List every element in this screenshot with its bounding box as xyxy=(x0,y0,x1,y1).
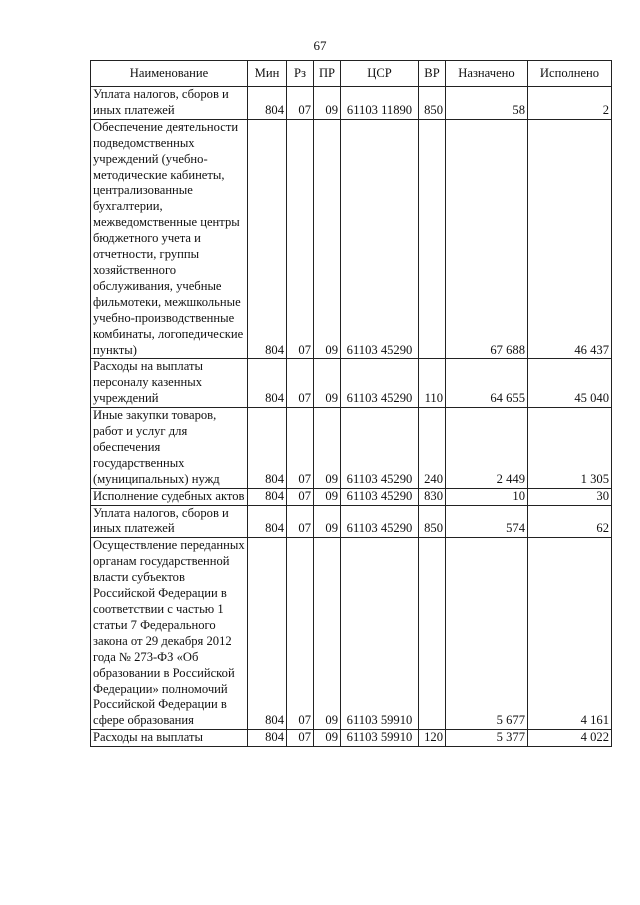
row-rz: 07 xyxy=(287,87,314,120)
row-pr: 09 xyxy=(314,119,341,359)
row-vr: 110 xyxy=(419,359,446,408)
row-executed: 4 022 xyxy=(528,730,612,747)
header-name: Наименование xyxy=(91,61,248,87)
row-rz: 07 xyxy=(287,505,314,538)
row-name: Обеспечение деятельности подведомственных учреждений (учебно-методические кабинеты, централизованные бухгалтерии, межведомственные центры бюджетного учета и отчетности, группы хозяйственного обслуживания, учебные фильмотеки, межшкольные учебно-производственные комбинаты, логопедические пункты) xyxy=(91,119,248,359)
row-name: Уплата налогов, сборов и иных платежей xyxy=(91,87,248,120)
row-csr: 61103 59910 xyxy=(341,730,419,747)
row-executed: 30 xyxy=(528,488,612,505)
row-executed: 2 xyxy=(528,87,612,120)
row-csr: 61103 45290 xyxy=(341,408,419,489)
row-csr: 61103 11890 xyxy=(341,87,419,120)
row-vr xyxy=(419,119,446,359)
header-rz: Рз xyxy=(287,61,314,87)
table-row xyxy=(91,538,612,730)
row-min: 804 xyxy=(248,488,287,505)
header-vr: ВР xyxy=(419,61,446,87)
row-assigned: 574 xyxy=(446,505,528,538)
row-pr: 09 xyxy=(314,359,341,408)
row-name: Расходы на выплаты персоналу казенных учреждений xyxy=(91,359,248,408)
row-csr: 61103 45290 xyxy=(341,488,419,505)
row-vr: 830 xyxy=(419,488,446,505)
row-executed: 45 040 xyxy=(528,359,612,408)
row-name: Уплата налогов, сборов и иных платежей xyxy=(91,505,248,538)
row-csr: 61103 45290 xyxy=(341,119,419,359)
header-pr: ПР xyxy=(314,61,341,87)
row-vr: 850 xyxy=(419,87,446,120)
row-rz: 07 xyxy=(287,730,314,747)
row-assigned: 67 688 xyxy=(446,119,528,359)
row-assigned: 64 655 xyxy=(446,359,528,408)
row-rz: 07 xyxy=(287,488,314,505)
row-vr: 240 xyxy=(419,408,446,489)
row-min: 804 xyxy=(248,505,287,538)
row-executed: 62 xyxy=(528,505,612,538)
header-assigned: Назначено xyxy=(446,61,528,87)
row-assigned: 58 xyxy=(446,87,528,120)
row-executed: 1 305 xyxy=(528,408,612,489)
row-executed: 4 161 xyxy=(528,538,612,730)
row-min: 804 xyxy=(248,359,287,408)
row-rz: 07 xyxy=(287,119,314,359)
row-pr: 09 xyxy=(314,505,341,538)
table-row xyxy=(91,488,612,505)
row-csr: 61103 45290 xyxy=(341,359,419,408)
table-header-row xyxy=(91,61,612,87)
row-rz: 07 xyxy=(287,408,314,489)
row-vr: 850 xyxy=(419,505,446,538)
header-min: Мин xyxy=(248,61,287,87)
row-pr: 09 xyxy=(314,87,341,120)
row-assigned: 5 677 xyxy=(446,538,528,730)
row-pr: 09 xyxy=(314,408,341,489)
row-name: Иные закупки товаров, работ и услуг для обеспечения государственных (муниципальных) нужд xyxy=(91,408,248,489)
row-min: 804 xyxy=(248,538,287,730)
row-executed: 46 437 xyxy=(528,119,612,359)
row-csr: 61103 45290 xyxy=(341,505,419,538)
row-assigned: 2 449 xyxy=(446,408,528,489)
budget-table xyxy=(90,60,612,747)
row-min: 804 xyxy=(248,87,287,120)
header-csr: ЦСР xyxy=(341,61,419,87)
page-number: 67 xyxy=(313,38,327,53)
row-assigned: 10 xyxy=(446,488,528,505)
row-csr: 61103 59910 xyxy=(341,538,419,730)
table-row xyxy=(91,87,612,120)
table-row xyxy=(91,408,612,489)
row-vr: 120 xyxy=(419,730,446,747)
row-rz: 07 xyxy=(287,538,314,730)
row-min: 804 xyxy=(248,408,287,489)
table-row xyxy=(91,505,612,538)
row-name: Исполнение судебных актов xyxy=(91,488,248,505)
row-min: 804 xyxy=(248,730,287,747)
header-executed: Исполнено xyxy=(528,61,612,87)
table-row xyxy=(91,730,612,747)
row-vr xyxy=(419,538,446,730)
row-pr: 09 xyxy=(314,730,341,747)
row-pr: 09 xyxy=(314,538,341,730)
row-assigned: 5 377 xyxy=(446,730,528,747)
row-rz: 07 xyxy=(287,359,314,408)
table-row xyxy=(91,119,612,359)
row-name: Осуществление переданных органам государственной власти субъектов Российской Федерации в соответствии с частью 1 статьи 7 Федерального закона от 29 декабря 2012 года № 273-ФЗ «Об образовании в Российской Федерации» полномочий Российской Федерации в сфере образования xyxy=(91,538,248,730)
table-row xyxy=(91,359,612,408)
row-min: 804 xyxy=(248,119,287,359)
row-pr: 09 xyxy=(314,488,341,505)
row-name: Расходы на выплаты xyxy=(91,730,248,747)
